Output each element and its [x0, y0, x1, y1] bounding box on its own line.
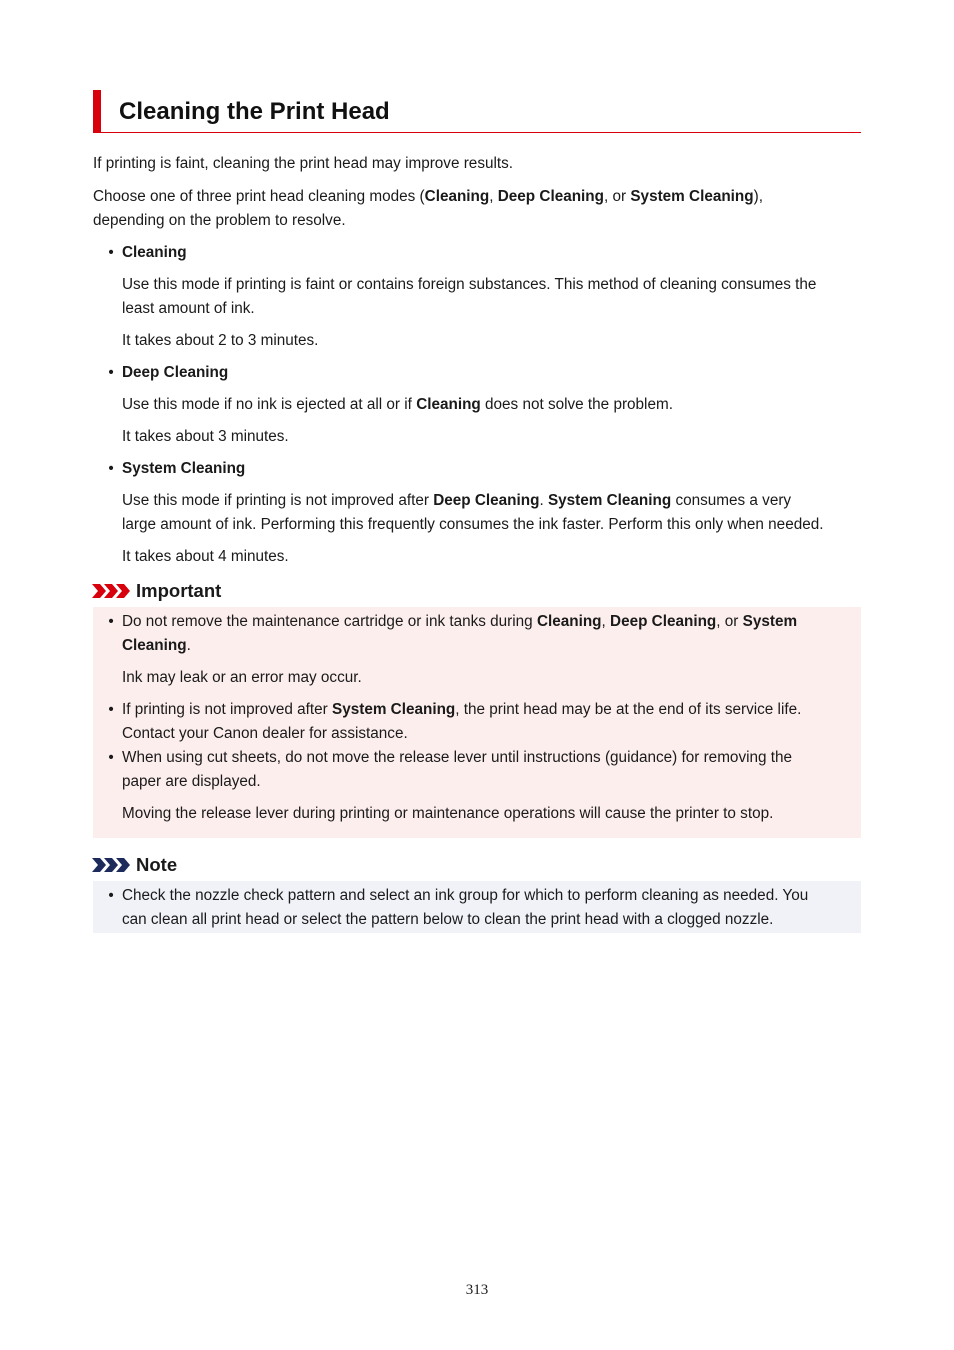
intro-paragraph-2-line-2: depending on the problem to resolve.	[93, 212, 346, 229]
important-item-2-line-1: If printing is not improved after System Cleaning, the print head may be at the end of its service life.	[122, 701, 802, 718]
important-item-1-line-1: Do not remove the maintenance cartridge or ink tanks during Cleaning, Deep Cleaning, or System	[122, 613, 798, 630]
note-item-1-line-2: can clean all print head or select the pattern below to clean the print head with a clogged nozzle.	[122, 911, 774, 928]
bullet: •	[108, 364, 114, 381]
important-item-2-line-2: Contact your Canon dealer for assistance.	[122, 725, 408, 742]
mode-system-time: It takes about 4 minutes.	[122, 548, 289, 565]
important-item-3-line-1: When using cut sheets, do not move the release lever until instructions (guidance) for removing the	[122, 749, 793, 766]
bullet: •	[108, 701, 114, 718]
bullet: •	[108, 749, 114, 766]
intro-paragraph-2-line-1: Choose one of three print head cleaning modes (Cleaning, Deep Cleaning, or System Cleaning),	[93, 188, 763, 205]
mode-deep-desc: Use this mode if no ink is ejected at all or if Cleaning does not solve the problem.	[122, 396, 673, 413]
mode-cleaning-time: It takes about 2 to 3 minutes.	[122, 332, 319, 349]
important-box	[93, 607, 861, 838]
mode-cleaning-desc-line-1: Use this mode if printing is faint or contains foreign substances. This method of cleaning consumes the	[122, 276, 817, 293]
bullet: •	[108, 244, 114, 261]
mode-system-desc-line-2: large amount of ink. Performing this frequently consumes the ink faster. Perform this only when needed.	[122, 516, 824, 533]
intro-paragraph-1: If printing is faint, cleaning the print head may improve results.	[93, 155, 514, 172]
mode-cleaning-name: Cleaning	[122, 244, 187, 261]
important-item-3-sub: Moving the release lever during printing or maintenance operations will cause the printer to stop.	[122, 805, 774, 822]
note-item-1-line-1: Check the nozzle check pattern and select an ink group for which to perform cleaning as needed. You	[122, 887, 809, 904]
title-accent-bar	[93, 90, 101, 133]
mode-system-name: System Cleaning	[122, 460, 246, 477]
mode-system-desc-line-1: Use this mode if printing is not improved after Deep Cleaning. System Cleaning consumes a very	[122, 492, 792, 509]
important-item-3-line-2: paper are displayed.	[122, 773, 261, 790]
important-item-1-sub: Ink may leak or an error may occur.	[122, 669, 362, 686]
bullet: •	[108, 460, 114, 477]
mode-deep-name: Deep Cleaning	[122, 364, 229, 381]
important-icon	[92, 582, 132, 600]
note-icon	[92, 856, 132, 874]
bullet: •	[108, 613, 114, 630]
note-heading: Note	[136, 854, 178, 875]
mode-cleaning-desc-line-2: least amount of ink.	[122, 300, 255, 317]
bullet: •	[108, 887, 114, 904]
mode-deep-time: It takes about 3 minutes.	[122, 428, 289, 445]
page-number: 313	[465, 1282, 489, 1298]
important-heading: Important	[136, 580, 222, 601]
important-item-1-line-2: Cleaning.	[122, 637, 191, 654]
page-title: Cleaning the Print Head	[119, 98, 390, 125]
title-underline	[101, 132, 861, 133]
